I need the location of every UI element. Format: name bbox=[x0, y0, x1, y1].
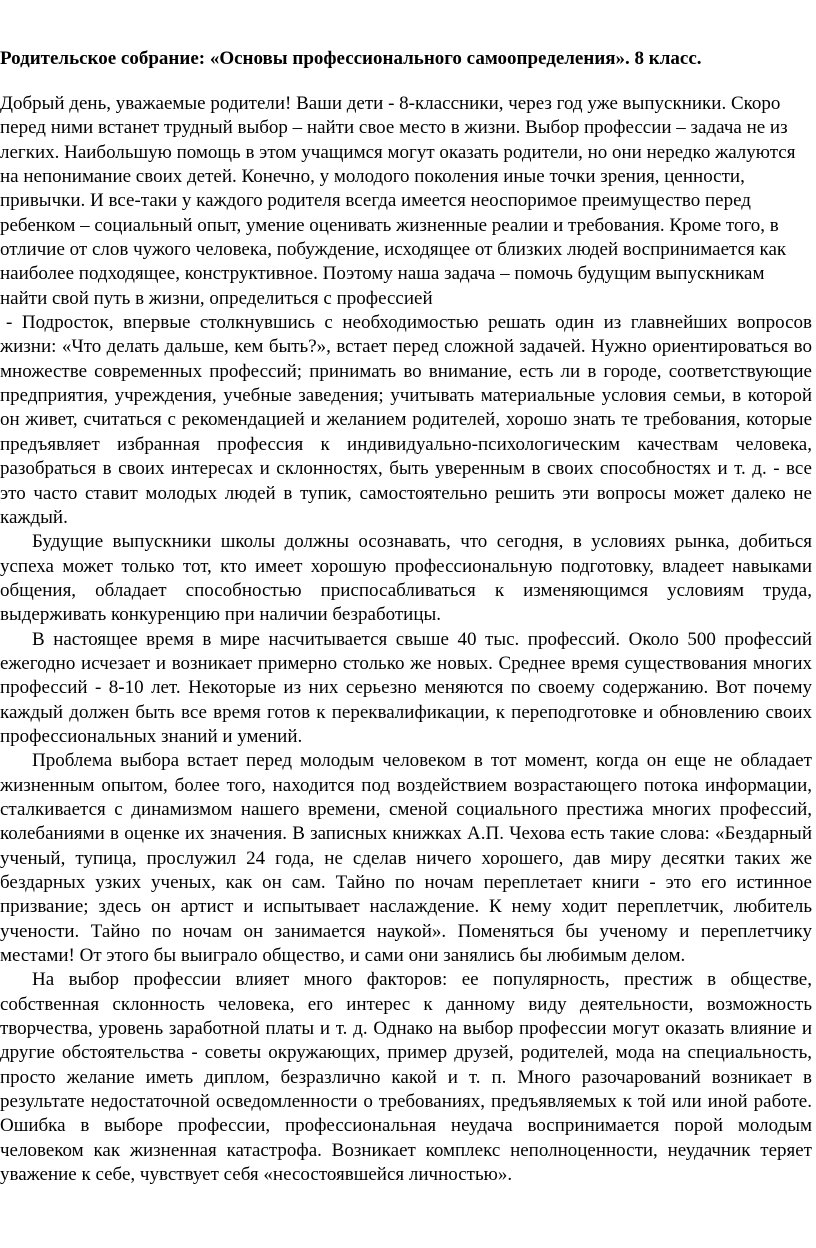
document-body bbox=[0, 92, 812, 1187]
paragraph-professions-count: В настоящее время в мире насчитывается свыше 40 тыс. профессий. Около 500 профессий ежегодно исчезает и возникает примерно столько же новых. Среднее время существования многих профессий - 8-10 лет. Некоторые из них серьезно меняются по своему содержанию. Вот почему каждый должен быть все время готов к переквалификации, к переподготовке и обновлению своих профессиональных знаний и умений. bbox=[0, 628, 812, 747]
document-title: Родительское собрание: «Основы профессионального самоопределения». 8 класс. bbox=[0, 48, 702, 69]
paragraph-choice-factors: На выбор профессии влияет много факторов: ее популярность, престиж в обществе, собственная склонность человека, его интерес к данному виду деятельности, возможность творчества, уровень заработной платы и т. д. Однако на выбор профессии могут оказать влияние и другие обстоятельства - советы окружающих, пример друзей, родителей, мода на специальность, просто желание иметь диплом, безразлично какой и т. п. Много разочарований возникает в результате недостаточной осведомленности о требованиях, предъявляемых к той или иной работе. Ошибка в выборе профессии, профессиональная неудача воспринимается порой молодым человеком как жизненная катастрофа. Возникает комплекс неполноценности, неудачник теряет уважение к себе, чувствует себя «несостоявшейся личностью». bbox=[0, 969, 812, 1186]
paragraph-greeting: Добрый день, уважаемые родители! Ваши дети - 8-классники, через год уже выпускники. Скоро перед ними встанет трудный выбор – найти свое место в жизни. Выбор профессии – задача не из легких. Наибольшую помощь в этом учащимся могут оказать родители, но они нередко жалуются на непонимание своих детей. Конечно, у молодого поколения иные точки зрения, ценности, привычки. И все-таки у каждого родителя всегда имеется неоспоримое преимущество перед ребенком – социальный опыт, умение оценивать жизненные реалии и требования. Кроме того, в отличие от слов чужого человека, побуждение, исходящее от близких людей воспринимается как наиболее подходящее, конструктивное. Поэтому наша задача – помочь будущим выпускникам найти свой путь в жизни, определиться с профессией bbox=[0, 93, 796, 309]
paragraph-teenager-choice: - Подросток, впервые столкнувшись с необходимостью решать один из главнейших вопросов жизни: «Что делать дальше, кем быть?», встает перед сложной задачей. Нужно ориентироваться во множестве современных профессий; принимать во внимание, есть ли в городе, соответствующие предприятия, учреждения, учебные заведения; учитывать материальные условия семьи, в которой он живет, считаться с рекомендацией и желанием родителей, хорошо знать те требования, которые предъявляет избранная профессия к индивидуально-психологическим качествам человека, разобраться в своих интересах и склонностях, быть уверенным в своих способностях и т. д. - все это часто ставит молодых людей в тупик, самостоятельно решить эти вопросы может далеко не каждый. bbox=[0, 312, 812, 528]
paragraph-graduates: Будущие выпускники школы должны осознавать, что сегодня, в условиях рынка, добиться успеха может только тот, кто имеет хорошую профессиональную подготовку, владеет навыками общения, обладает способностью приспосабливаться к изменяющимся условиям труда, выдерживать конкуренцию при наличии безработицы. bbox=[0, 531, 812, 626]
paragraph-choice-problem: Проблема выбора встает перед молодым человеком в тот момент, когда он еще не обладает жизненным опытом, более того, находится под воздействием возрастающего потока информации, сталкивается с динамизмом нашего времени, сменой социального престижа многих профессий, колебаниями в оценке их значения. В записных книжках А.П. Чехова есть такие слова: «Бездарный ученый, тупица, прослужил 24 года, не сделав ничего хорошего, дав миру десятки таких же бездарных узких ученых, как он сам. Тайно по ночам переплетает книги - это его истинное призвание; здесь он артист и испытывает наслаждение. К нему ходит переплетчик, любитель учености. Тайно по ночам он занимается наукой». Поменяться бы ученому и переплетчику местами! От этого бы выиграло общество, и сами они занялись бы любимым делом. bbox=[0, 750, 812, 967]
